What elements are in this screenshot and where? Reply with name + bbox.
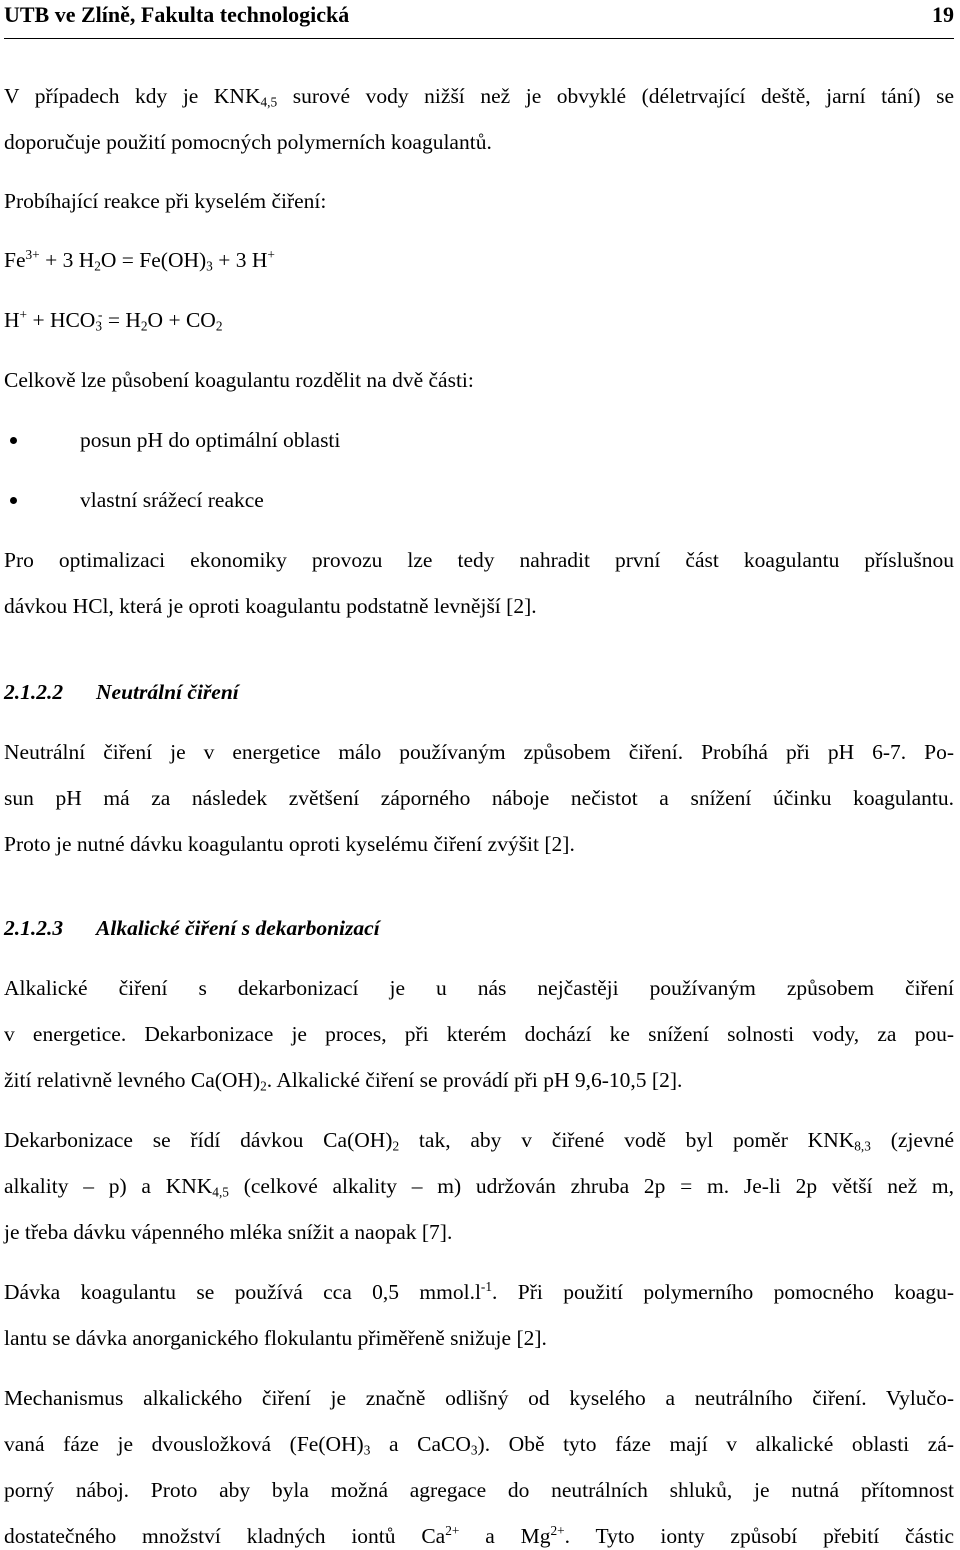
paragraph-7-line-3: je třeba dávku vápenného mléka snížit a naopak [7]. [4,1220,453,1244]
paragraph-8-line-1: Dávka koagulantu se používá cca 0,5 $mmol.l^{-1}$. Při použití polymerního pomocného koagu- [4,1279,954,1304]
paragraph-7-line-2: alkality – p) a $KNK_{4,5}$ (celkové alkality – m) udržován zhruba 2p = m. Je-li 2p větší než m, [4,1174,954,1200]
page-number: 19 [932,2,954,27]
section-number: 2.1.2.3 [4,916,64,940]
page-header [4,0,954,39]
bullet-dot [10,497,17,504]
paragraph-9-line-2: vaná fáze je dvousložková ($Fe(OH)_3$ a CaCO$_3$). Obě tyto fáze mají v alkalické oblasti zá- [4,1432,954,1458]
paragraph-4-line-2: dávkou HCl, která je oproti koagulantu podstatně levnější [2]. [4,594,537,618]
header-title: UTB ve Zlíně, Fakulta technologická [4,2,350,27]
section-heading-alkaline [4,914,380,942]
equation-1: $Fe^{3+} + 3$ $H_2O = Fe(OH)_3 + 3$ H+ [4,247,275,274]
section-title: Alkalické čiření s dekarbonizací [96,916,380,940]
paragraph-5-line-3: Proto je nutné dávku koagulantu oproti kyselému čiření zvýšit [2]. [4,832,575,856]
paragraph-9-line-4: dostatečného množství kladných iontů $Ca^{2+}$ a $Mg^{2+}$. Tyto ionty způsobí přebití částic [4,1523,954,1548]
equation-2: $H^+ + HCO_3^- = H_2O + CO_2$ [4,307,223,334]
paragraph-5-line-1: Neutrální čiření je v energetice málo používaným způsobem čiření. Probíhá při pH 6-7. Po- [4,740,954,764]
section-heading-neutral [4,678,239,706]
bullet-dot [10,437,17,444]
paragraph-6-line-1: Alkalické čiření s dekarbonizací je u nás nejčastěji používaným způsobem čiření [4,976,954,1000]
paragraph-8-line-2: lantu se dávka anorganického flokulantu přiměřeně snižuje [2]. [4,1326,547,1350]
paragraph-6-line-2: v energetice. Dekarbonizace je proces, při kterém dochází ke snížení solnosti vody, za pou- [4,1022,954,1046]
paragraph-4-line-1: Pro optimalizaci ekonomiky provozu lze tedy nahradit první část koagulantu příslušnou [4,548,954,572]
bullet-item-1: posun pH do optimální oblasti [80,428,341,452]
section-title: Neutrální čiření [96,680,239,704]
paragraph-5-line-2: sun pH má za následek zvětšení záporného náboje nečistot a snížení účinku koagulantu. [4,786,954,810]
paragraph-1-line-1: V případech kdy je $KNK_{4,5}$ surové vody nižší než je obvyklé (déletrvající deště, jarní tání) se [4,84,954,110]
paragraph-reactions-intro: Probíhající reakce při kyselém čiření: [4,189,327,213]
paragraph-6-line-3: žití relativně levného $Ca(OH)_2$. Alkalické čiření se provádí při pH 9,6-10,5 [2]. [4,1068,683,1094]
paragraph-coagulant-parts: Celkově lze působení koagulantu rozdělit na dvě části: [4,368,474,392]
bullet-item-2: vlastní srážecí reakce [80,488,264,512]
paragraph-9-line-3: porný náboj. Proto aby byla možná agregace do neutrálních shluků, je nutná přítomnost [4,1478,954,1502]
section-number: 2.1.2.2 [4,680,64,704]
paragraph-7-line-1: Dekarbonizace se řídí dávkou $Ca(OH)_2$ tak, aby v čiřené vodě byl poměr $KNK_{8,3}$ (zjevné [4,1128,955,1154]
paragraph-9-line-1: Mechanismus alkalického čiření je značně odlišný od kyselého a neutrálního čiření. Vylučo- [4,1386,954,1410]
paragraph-1-line-2: doporučuje použití pomocných polymerních koagulantů. [4,130,492,154]
